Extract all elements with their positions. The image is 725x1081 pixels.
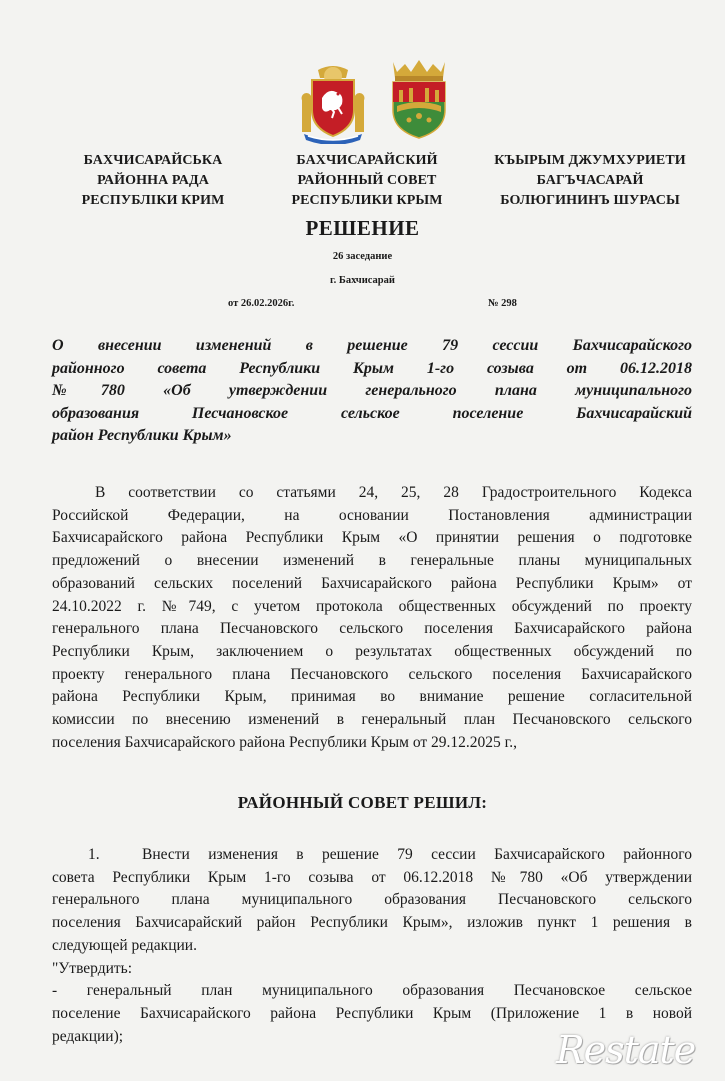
header-russian <box>268 151 466 211</box>
decision-subject <box>52 335 692 448</box>
council-decided-heading: РАЙОННЫЙ СОВЕТ РЕШИЛ: <box>237 793 488 812</box>
header-center-line: РАЙОННЫЙ СОВЕТ <box>297 173 437 188</box>
item-line: следующей редакции. <box>52 936 197 954</box>
preamble <box>52 482 692 754</box>
preamble-line: предложений о внесении изменений в генеральные планы муниципальных <box>52 552 692 570</box>
preamble-line: проекту генерального плана Песчановского сельского поселения Бахчисарайского <box>52 665 692 683</box>
header-left-line: БАХЧИСАРАЙСЬКА <box>83 153 223 168</box>
preamble-line: генерального плана Песчановского сельского поселения Бахчисарайского района <box>52 620 692 638</box>
preamble-line: образований сельских поселений Бахчисарайского района Республики Крым» от <box>52 574 692 592</box>
subject-line: район Республики Крым» <box>52 427 232 444</box>
subject-line: районного совета Республики Крым 1-го созыва от 06.12.2018 <box>52 359 692 377</box>
preamble-line: Российской Федерации, на основании Постановления администрации <box>52 506 692 524</box>
header-ukrainian <box>58 151 248 211</box>
preamble-line: Республики Крым, заключением о результатах общественных обсуждений по <box>52 642 692 660</box>
document-title: РЕШЕНИЕ <box>305 216 420 240</box>
header-center-line: РЕСПУБЛИКИ КРЫМ <box>291 193 443 208</box>
bullet-line: редакции); <box>52 1027 124 1045</box>
decision-date: от 26.02.2026г. <box>228 298 295 309</box>
header-right-line: БАГЪЧАСАРАЙ <box>536 173 644 188</box>
header-left-line: РЕСПУБЛІКИ КРИМ <box>81 193 225 208</box>
bakhchisaray-coat-of-arms-icon <box>387 58 451 140</box>
decision-item-1 <box>52 844 692 1048</box>
place-of-issue: г. Бахчисарай <box>330 275 395 286</box>
item-line: совета Республики Крым 1-го созыва от 06.12.2018 №780 «Об утверждении <box>52 868 692 886</box>
preamble-line: поселения Бахчисарайского района Республики Крым от 29.12.2025 г., <box>52 733 517 751</box>
preamble-line: Бахчисарайского района Республики Крым «О принятии решения о подготовке <box>52 529 692 547</box>
header-crimean-tatar <box>470 151 710 211</box>
preamble-line: В соответствии со статьями 24, 25, 28 Градостроительного Кодекса <box>95 484 692 501</box>
header-right-line: БОЛЮГИНИНЪ ШУРАСЫ <box>500 193 680 208</box>
restate-watermark: Restate <box>556 1028 696 1072</box>
preamble-line: района Республики Крым, принимая во внимание решение согласительной <box>52 688 692 706</box>
preamble-line: 24.10.2022 г. №749, с учетом протокола общественных обсуждений по проекту <box>52 597 692 615</box>
item-first-text: Внести изменения в решение 79 сессии Бахчисарайского районного <box>142 846 692 863</box>
bullet-line: - генеральный план муниципального образования Песчановское сельское <box>52 982 692 1000</box>
preamble-line: комиссии по внесению изменений в генеральный план Песчановского сельского <box>52 711 692 729</box>
decision-number: № 298 <box>488 298 517 309</box>
approve-line: "Утвердить: <box>52 959 133 977</box>
session-number: 26 заседание <box>332 251 393 262</box>
header-left-line: РАЙОННА РАДА <box>97 173 209 188</box>
crimea-coat-of-arms-icon <box>298 64 368 144</box>
item-number: 1. <box>88 846 100 863</box>
bullet-line: поселение Бахчисарайского района Республики Крым (Приложение 1 в новой <box>52 1004 692 1022</box>
item-first-line <box>52 844 692 867</box>
subject-line: О внесении изменений в решение 79 сессии Бахчисарайского <box>52 337 692 354</box>
subject-line: образования Песчановское сельское поселение Бахчисарайский <box>52 404 692 422</box>
item-line: генерального плана муниципального образования Песчановского сельского <box>52 891 692 909</box>
subject-line: №780 «Об утверждении генерального плана муниципального <box>52 382 692 399</box>
item-line: поселения Бахчисарайский район Республики Крым», изложив пункт 1 решения в <box>52 914 692 932</box>
header-right-line: КЪЫРЫМ ДЖУМХУРИЕТИ <box>494 153 686 168</box>
header-center-line: БАХЧИСАРАЙСКИЙ <box>296 153 438 168</box>
